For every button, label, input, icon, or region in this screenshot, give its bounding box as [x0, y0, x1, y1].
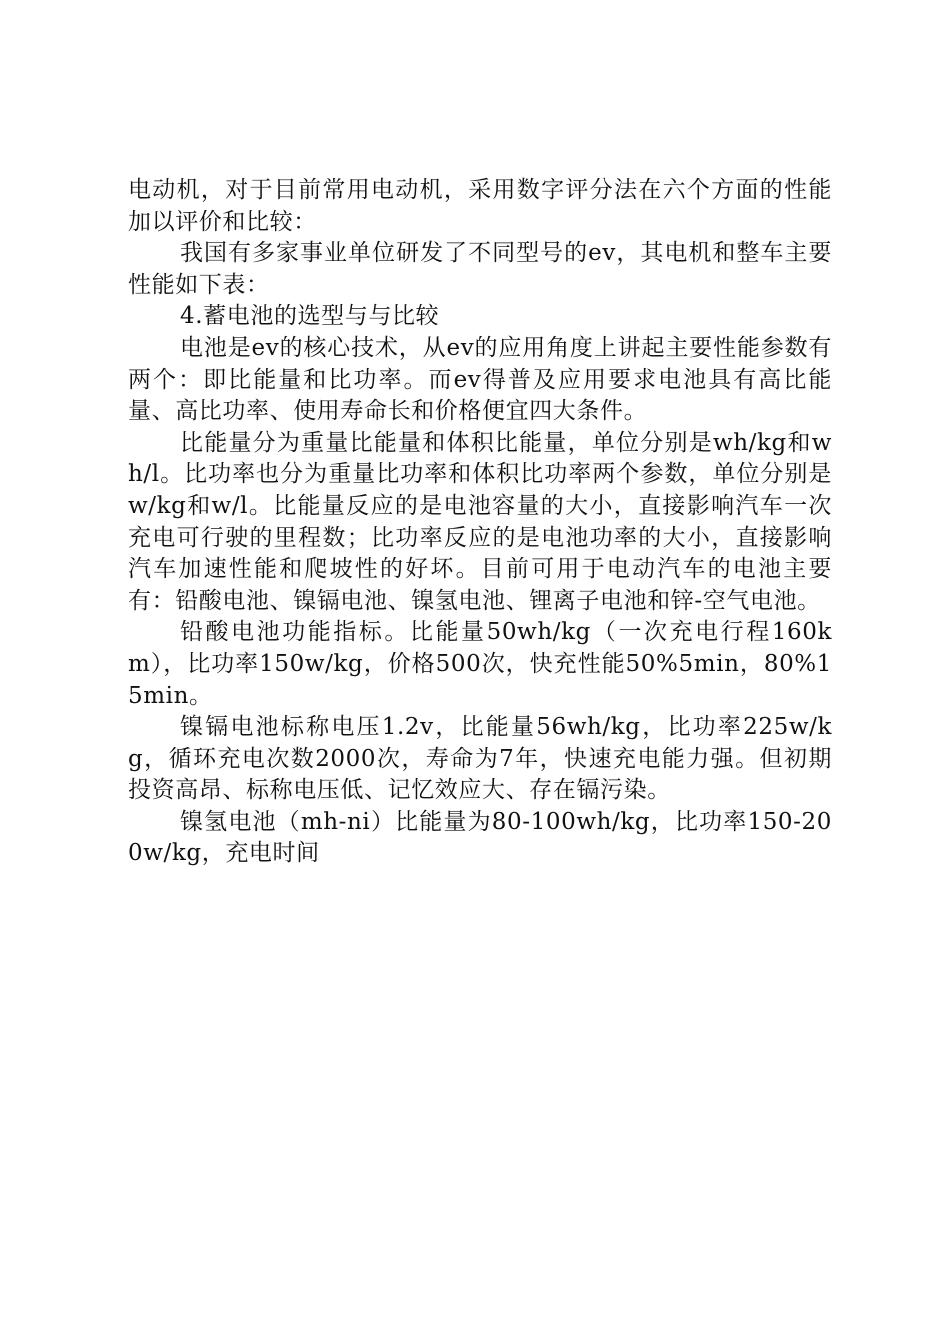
- paragraph-ev-performance: 我国有多家事业单位研发了不同型号的ev，其电机和整车主要性能如下表：: [128, 240, 832, 298]
- paragraph-lead-acid: 铅酸电池功能指标。比能量50wh/kg（一次充电行程160km），比功率150w/kg，价格500次，快充性能50%5min，80%15min。: [128, 619, 832, 709]
- paragraph-battery-core: 电池是ev的核心技术，从ev的应用角度上讲起主要性能参数有两个：即比能量和比功率。而ev得普及应用要求电池具有高比能量、高比功率、使用寿命长和价格便宜四大条件。: [128, 334, 832, 425]
- paragraph-specific-energy: 比能量分为重量比能量和体积比能量，单位分别是wh/kg和wh/l。比功率也分为重量比功率和体积比功率两个参数，单位分别是w/kg和w/l。比能量反应的是电池容量的大小，直接影响汽车一次充电可行驶的里程数；比功率反应的是电池功率的大小，直接影响汽车加速性能和爬坡性的好坏。目前可用于电动汽车的电池主要有：铅酸电池、镍镉电池、镍氢电池、锂离子电池和锌-空气电池。: [128, 429, 832, 614]
- body-text: [128, 175, 832, 870]
- paragraph-nickel-cadmium: 镍镉电池标称电压1.2v，比能量56wh/kg，比功率225w/kg，循环充电次数2000次，寿命为7年，快速充电能力强。但初期投资高昂、标称电压低、记忆效应大、存在镉污染。: [128, 714, 832, 804]
- paragraph-motor-evaluation: 电动机，对于目前常用电动机，采用数字评分法在六个方面的性能加以评价和比较：: [128, 177, 832, 235]
- section-heading-battery: 4.蓄电池的选型与与比较: [180, 303, 440, 330]
- paragraph-nickel-metal-hydride: 镍氢电池（mh-ni）比能量为80-100wh/kg，比功率150-200w/kg，充电时间: [128, 808, 832, 867]
